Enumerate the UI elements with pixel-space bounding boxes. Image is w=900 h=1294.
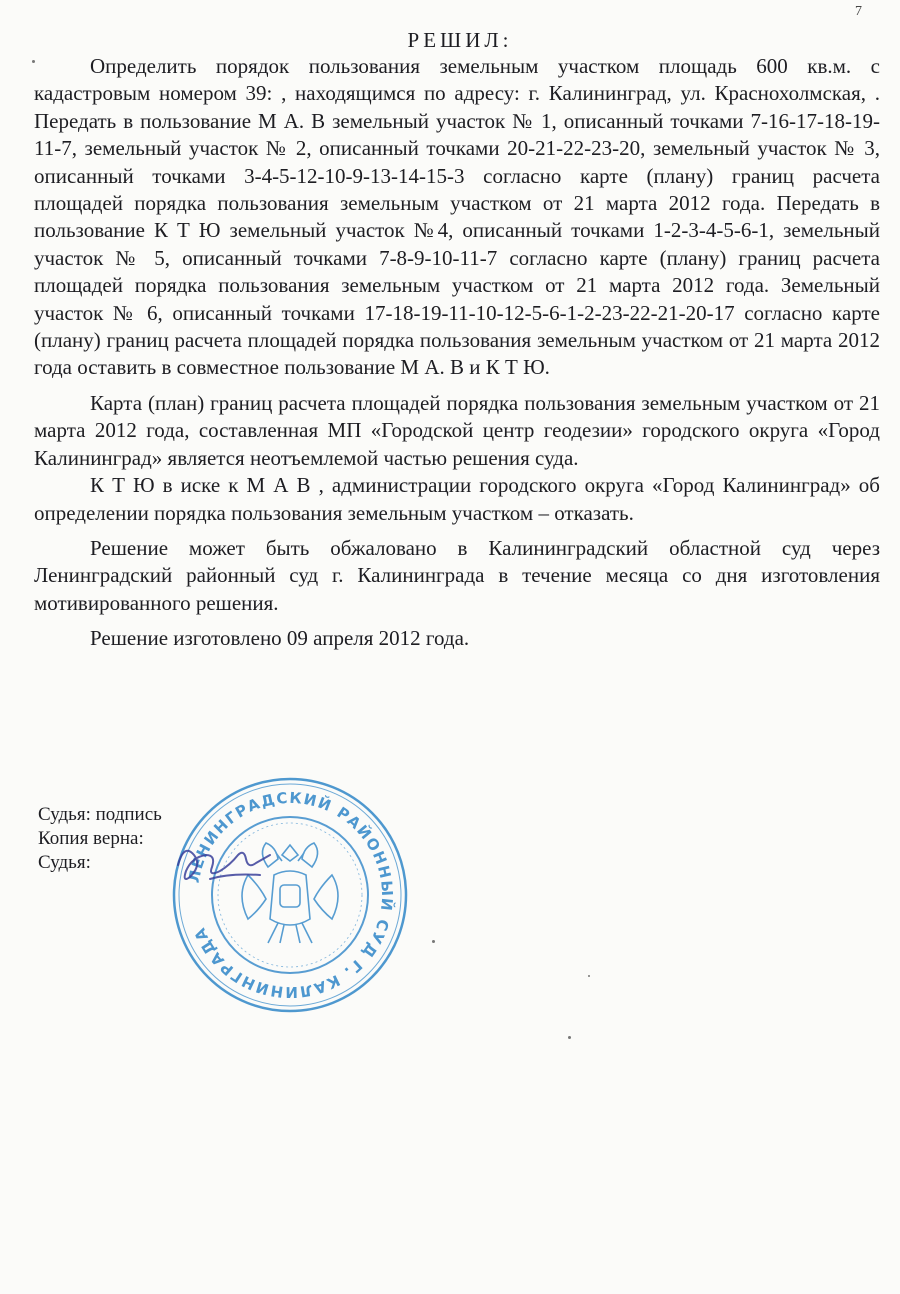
signature-block bbox=[38, 803, 162, 875]
paragraph-map-plan: Карта (план) границ расчета площадей порядка пользования земельным участком от 21 марта 2012 года, составленная МП «Городской центр геодезии» городского округа «Город Калининград» является неотъемлемой частью решения суда. bbox=[34, 390, 880, 470]
document-heading: РЕШИЛ: bbox=[407, 28, 513, 52]
judge-line: Судья: bbox=[38, 852, 91, 873]
judge-signed-line: Судья: подпись bbox=[38, 804, 162, 825]
paragraph-claim-refused: К Т Ю в иске к М А В , администрации городского округа «Город Калининград» об определении порядка пользования земельным участком – отказать. bbox=[34, 473, 880, 525]
paragraph-appeal: Решение может быть обжаловано в Калининградский областной суд через Ленинградский районный суд г. Калининграда в течение месяца со дня изготовления мотивированного решения. bbox=[34, 535, 880, 615]
paragraph-date-made: Решение изготовлено 09 апреля 2012 года. bbox=[90, 626, 470, 651]
decision-body bbox=[34, 53, 880, 653]
paragraph-land-use-order: Определить порядок пользования земельным участком площадь 600 кв.м. с кадастровым номером 39: , находящимся по адресу: г. Калининград, ул. Краснохолмская, . Передать в пользование М А. В земельный участок № 1, описанный точками 7-16-17-18-19-11-7, земельный участок № 2, описанный точками 20-21-22-23-20, земельный участок № 3, описанный точками 3-4-5-12-10-9-13-14-15-3 согласно карте (плану) границ расчета площадей порядка пользования земельным участком от 21 марта 2012 года. Передать в пользование К Т Ю земельный участок №4, описанный точками 1-2-3-4-5-6-1, земельный участок № 5, описанный точками 7-8-9-10-11-7 согласно карте (плану) границ расчета площадей порядка пользования земельным участком от 21 марта 2012 года. Земельный участок № 6, описанный точками 17-18-19-11-10-12-5-6-1-2-23-22-21-20-17 согласно карте (плану) границ расчета площадей порядка пользования земельным участком от 21 марта 2012 года оставить в совместное пользование М А. В и К Т Ю. bbox=[34, 54, 880, 380]
page-number: 7 bbox=[855, 4, 862, 19]
copy-true-line: Копия верна: bbox=[38, 828, 144, 849]
seal-text: ЛЕНИНГРАДСКИЙ РАЙОННЫЙ СУД Г. КАЛИНИНГРАДА bbox=[184, 788, 397, 1002]
judge-signature bbox=[170, 835, 280, 895]
court-seal bbox=[170, 775, 410, 1015]
